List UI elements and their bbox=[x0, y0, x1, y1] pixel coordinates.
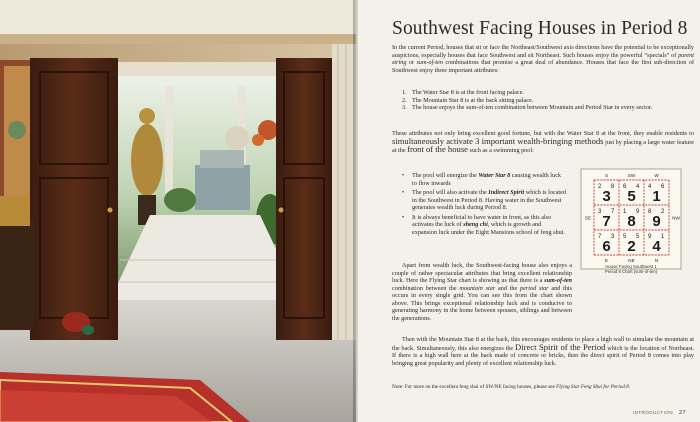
water-star-number: 4 bbox=[636, 184, 640, 190]
water-star-number: 5 bbox=[636, 234, 640, 240]
para3-text-d: and this occurs in every single grid. You can see this from the chart shown above. This brings exceptional relationship luck and is conducive to generating harmony in the home between spouses, siblings and between the generations. bbox=[392, 284, 572, 322]
flying-star-chart bbox=[580, 168, 682, 270]
note-text-b: . bbox=[628, 384, 631, 390]
list-text: The Mountain Star 8 is at the back sitting palace. bbox=[412, 96, 534, 104]
mountain-star-number: 1 bbox=[623, 209, 627, 215]
mountain-star-number: 3 bbox=[598, 209, 602, 215]
intro-emphasis-2: sum-of-ten bbox=[416, 59, 443, 66]
water-star-number: 2 bbox=[661, 209, 665, 215]
mountain-star-number: 7 bbox=[598, 234, 602, 240]
direction-label-n: N bbox=[654, 258, 659, 263]
pool-benefits-list bbox=[402, 172, 567, 238]
period-star-number: 3 bbox=[602, 188, 611, 205]
bullet-emphasis: sheng chi bbox=[463, 221, 488, 228]
bullet-emphasis: Water Star 8 bbox=[478, 172, 511, 179]
list-item bbox=[402, 214, 567, 237]
note-emphasis: Flying Star Feng Shui for Period 8 bbox=[556, 384, 629, 390]
water-star-number: 8 bbox=[611, 184, 615, 190]
period-star-number: 9 bbox=[652, 213, 661, 230]
para3-text-a: Apart from wealth luck, the Southwest-facing house also enjoys a couple of rather spectacular attributes that bring excellent relationship luck. Here the Flying Star chart is showing us that there is a bbox=[392, 262, 572, 284]
relationship-luck-paragraph-start bbox=[392, 262, 572, 322]
para2-highlight: simultaneously activate 3 important wealth-bringing methods bbox=[392, 135, 604, 146]
page-footer bbox=[633, 410, 686, 416]
mountain-star-number: 5 bbox=[623, 234, 627, 240]
intro-text-c: combinations that promise a great deal of abundance. Houses that face the first sub-direction of Southwest enjoy three important attributes: bbox=[392, 59, 695, 74]
list-text: The Water Star 8 is at the front facing palace. bbox=[412, 89, 525, 96]
water-star-number: 1 bbox=[661, 234, 665, 240]
intro-text-b: or bbox=[406, 59, 417, 66]
page-number: 27 bbox=[678, 410, 686, 416]
direct-spirit-paragraph bbox=[392, 336, 694, 367]
list-number: 3. bbox=[402, 104, 407, 111]
period-star-number: 4 bbox=[652, 238, 661, 255]
para2-text-b: just by placing a large water feature at the bbox=[392, 138, 694, 154]
water-star-number: 6 bbox=[661, 184, 665, 190]
bullet-text: The pool will also activate the bbox=[412, 189, 489, 196]
wealth-methods-paragraph bbox=[392, 130, 694, 155]
para4-text-b: which is the location of Northeast. If there is a high wall here at the back made of concrete or bricks, then the direct spirit of Period 8 comes into play bringing great popularity and plenty of excellent relationship luck. bbox=[392, 344, 694, 367]
para2-highlight-2: front of the house bbox=[407, 144, 468, 154]
bullet-text: , which is growth and expansion luck under the Eight Mansions school of feng shui. bbox=[412, 221, 565, 236]
direction-label-sw: SW bbox=[627, 173, 636, 178]
water-star-number: 3 bbox=[611, 234, 615, 240]
chart-caption-line-1: House Facing Southwest 1 bbox=[605, 264, 657, 269]
bullet-text: The pool will energize the bbox=[412, 172, 479, 179]
direction-label-nw: NW bbox=[672, 215, 680, 221]
para4-text-a: Then with the Mountain Star 8 at the back, this encourages residents to place a high wall to simulate the mountain at the back. Simultaneously, this also energizes the bbox=[392, 336, 694, 352]
period-star-number: 6 bbox=[602, 238, 611, 255]
flying-star-grid bbox=[580, 168, 682, 270]
period-star-number: 5 bbox=[627, 188, 636, 205]
para3-emphasis-3: period star bbox=[520, 284, 549, 292]
footnote bbox=[392, 384, 694, 390]
list-number: 2. bbox=[402, 96, 407, 104]
water-star-number: 9 bbox=[636, 209, 640, 215]
mountain-star-number: 4 bbox=[648, 184, 652, 190]
period-star-number: 7 bbox=[602, 213, 611, 230]
period-star-number: 8 bbox=[627, 213, 636, 230]
mountain-star-number: 8 bbox=[648, 209, 652, 215]
direction-label-w: W bbox=[654, 173, 659, 178]
page-title: Southwest Facing Houses in Period 8 bbox=[392, 18, 688, 39]
bullet-emphasis: Indirect Spirit bbox=[488, 189, 525, 196]
para3-emphasis-2: mountain star bbox=[459, 284, 496, 292]
para3-text-b: combination between the bbox=[392, 284, 460, 292]
direction-label-e: E bbox=[604, 258, 609, 263]
direction-label-se: SE bbox=[584, 215, 592, 221]
para2-text-a: These attributes not only bring excellent good fortune, but with the Water Star 8 at the front, they enable residents to bbox=[392, 130, 694, 137]
para3-text-c: and the bbox=[495, 284, 521, 292]
mountain-star-number: 9 bbox=[648, 234, 652, 240]
list-item bbox=[402, 104, 672, 112]
list-text: The house enjoys the sum-of-ten combination between Mountain and Period Star in every sector. bbox=[412, 104, 653, 111]
period-star-number: 2 bbox=[627, 238, 636, 255]
direction-label-s: S bbox=[604, 173, 609, 178]
period-star-number: 1 bbox=[652, 188, 661, 205]
attributes-list bbox=[402, 89, 672, 112]
intro-paragraph bbox=[392, 44, 694, 74]
note-text-a: Note: For more on the excellent feng shui of SW/NE facing houses, please see bbox=[392, 384, 557, 390]
para2-text-c: such as a swimming pool: bbox=[467, 147, 534, 154]
chart-caption-line-2: Period 8 Chart (sum-of-ten) bbox=[604, 269, 658, 275]
bullet-text: which is located in the Southwest in Period 8. Having water in the Southwest generates wealth luck during Period 8. bbox=[412, 189, 566, 211]
para4-highlight: Direct Spirit of the Period bbox=[515, 341, 606, 352]
intro-text-a: In the current Period, houses that sit or face the Northeast/Southwest axis directions have the potential to be exceptionally auspicious, especially houses that face Southwest and sit Northeast. Such houses enjoy the powerful “specials” of bbox=[392, 44, 694, 59]
para3-emphasis: sum-of-ten bbox=[544, 277, 572, 284]
bullet-text: It is always beneficial to have water in front, as this also activates the luck of bbox=[412, 213, 552, 228]
list-item bbox=[402, 172, 567, 187]
direction-label-ne: NE bbox=[628, 258, 635, 263]
list-item bbox=[402, 189, 567, 212]
water-star-number: 7 bbox=[611, 209, 615, 215]
list-item bbox=[402, 97, 672, 105]
chart-caption bbox=[580, 264, 682, 275]
list-item bbox=[402, 89, 672, 97]
text-page bbox=[358, 0, 700, 422]
mountain-star-number: 6 bbox=[623, 184, 627, 190]
mountain-star-number: 2 bbox=[598, 184, 602, 190]
footer-section: INTRODUCTION bbox=[632, 410, 673, 415]
list-number: 1. bbox=[402, 89, 407, 96]
bullet-text: causing wealth luck to flow inwards bbox=[412, 172, 561, 187]
intro-emphasis: parent string bbox=[392, 51, 694, 66]
